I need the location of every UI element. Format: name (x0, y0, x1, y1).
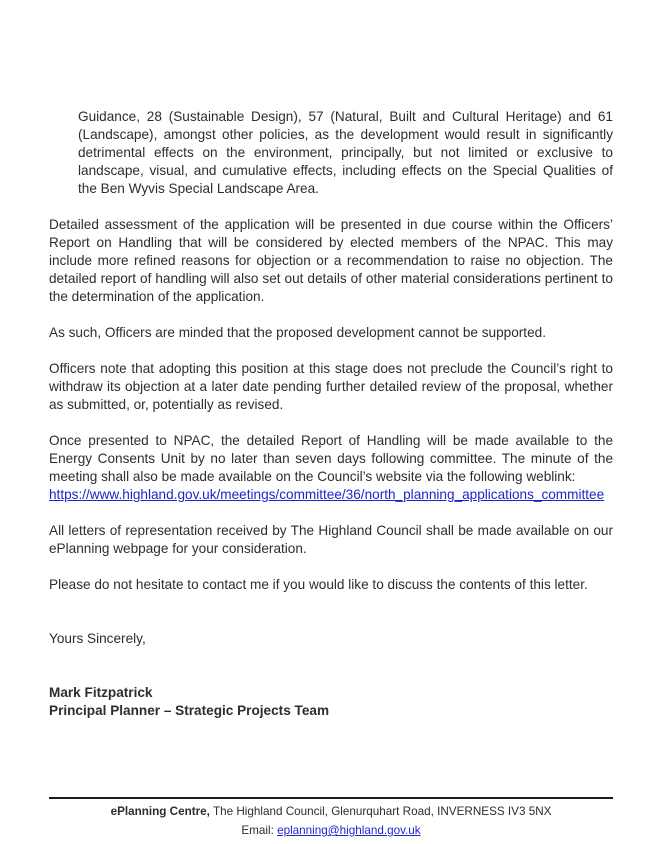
org-name: ePlanning Centre, (110, 805, 210, 818)
email-link[interactable]: eplanning@highland.gov.uk (277, 824, 421, 837)
paragraph-officers-minded: As such, Officers are minded that the proposed development cannot be supported. (49, 325, 546, 340)
closing-line: Yours Sincerely, (49, 631, 146, 646)
letter-body (49, 108, 613, 720)
quoted-policy-paragraph: Guidance, 28 (Sustainable Design), 57 (Natural, Built and Cultural Heritage) and 61 (Landscape), amongst other policies, as the development would result in significantly detrimental effects on the environment, principally, but not limited or exclusive to landscape, visual, and cumulative effects, including effects on the Special Qualities of the Ben Wyvis Special Landscape Area. (78, 109, 613, 196)
footer-email-line (49, 821, 613, 840)
committee-weblink[interactable]: https://www.highland.gov.uk/meetings/committee/36/north_planning_applications_committee (49, 487, 605, 502)
footer-address-line (49, 802, 613, 821)
paragraph-detailed-assessment: Detailed assessment of the application will be presented in due course within the Officers’ Report on Handling that will be considered by elected members of the NPAC. This may include more refined reasons for objection or a recommendation to raise no objection. The detailed report of handling will also set out details of other material considerations pertinent to the determination of the application. (49, 217, 613, 304)
weblink-line (49, 486, 613, 504)
paragraph-once-presented: Once presented to NPAC, the detailed Report of Handling will be made available to the Energy Consents Unit by no later than seven days following committee. The minute of the meeting shall also be made available on the Council’s website via the following weblink: (49, 433, 613, 484)
footer-divider (49, 797, 613, 799)
signature-block (49, 684, 613, 720)
paragraph-contact-me: Please do not hesitate to contact me if you would like to discuss the contents of this letter. (49, 577, 588, 592)
signatory-title: Principal Planner – Strategic Projects Team (49, 703, 330, 718)
letter-footer (49, 797, 613, 840)
address-text: The Highland Council, Glenurquhart Road, INVERNESS IV3 5NX (209, 805, 552, 818)
paragraph-letters-of-representation: All letters of representation received by The Highland Council shall be made available on our ePlanning webpage for your consideration. (49, 523, 613, 556)
paragraph-officers-note: Officers note that adopting this position at this stage does not preclude the Council’s right to withdraw its objection at a later date pending further detailed review of the proposal, whether as submitted, or, potentially as revised. (49, 361, 613, 412)
signatory-name: Mark Fitzpatrick (49, 685, 153, 700)
email-label: Email: (241, 824, 278, 837)
